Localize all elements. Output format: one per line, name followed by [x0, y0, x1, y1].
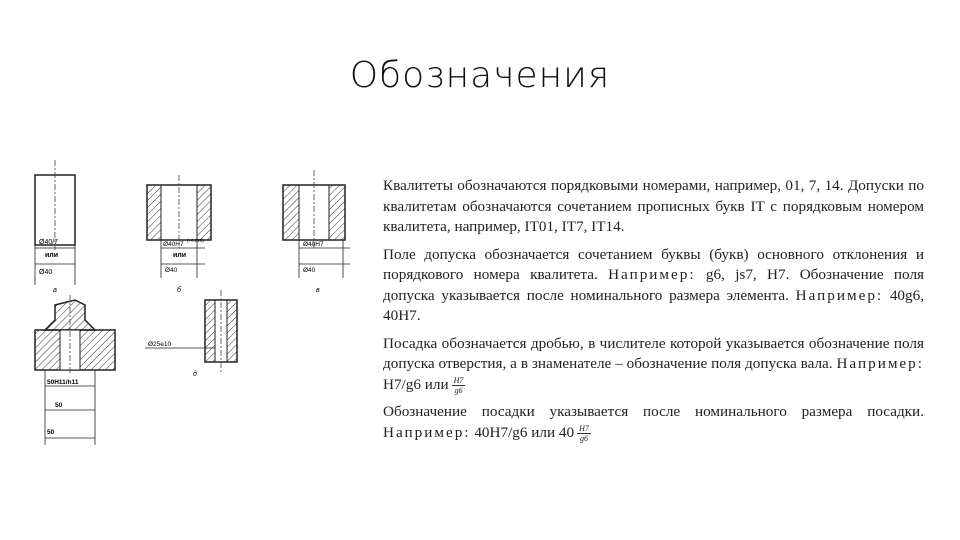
p4-text-a: Обозначение посадки указывается после номинального размера посадки. [383, 403, 924, 420]
drawing-a-alt: Ø40 [39, 269, 53, 276]
drawing-d-bushing [145, 290, 237, 378]
drawing-e-assembly [35, 295, 115, 445]
paragraph-tolerance-field [383, 245, 924, 327]
drawing-d-letter: д [193, 371, 197, 378]
p4-example-label: Например: [383, 423, 471, 441]
p3-example-label: Например: [836, 355, 924, 372]
p4-fraction [577, 424, 591, 443]
p3-fraction-denominator: g6 [454, 385, 463, 395]
drawing-v-fit [283, 170, 350, 294]
body-text [383, 176, 924, 450]
drawing-b-alt: Ø40 [165, 267, 178, 274]
p2-text-a: Поле допуска обозначается сочетанием буквы (букв) основного отклонения и порядкового номера квалитета. [383, 245, 924, 283]
drawing-e-dim3: 50 [47, 429, 55, 436]
drawing-v-dimension: Ø40H7 [303, 241, 324, 248]
p3-fraction [452, 376, 466, 395]
p4-fraction-numerator: H7 [579, 423, 589, 433]
drawing-b-dimension: Ø40H7 [163, 241, 184, 248]
drawing-a-shaft [35, 160, 75, 294]
drawing-b-deviation: (+0,025) [187, 238, 204, 243]
p2-text-c: 40g6, 40H7. [383, 286, 925, 324]
drawing-b-hole [147, 175, 211, 294]
drawing-v-letter: в [316, 287, 320, 294]
p3-text-a: Посадка обозначается дробью, в числителе которой указывается обозначение поля допуска отверстия, а в знаменателе – обозначение поля допуска вала. [383, 334, 924, 372]
slide-title: Обозначения [349, 55, 611, 96]
p4-fraction-denominator: g6 [580, 433, 588, 443]
paragraph-fit-notation [383, 402, 924, 443]
paragraph-qualities: Квалитеты обозначаются порядковыми номерами, например, 01, 7, 14. Допуски по квалитетам обозначаются сочетанием прописных букв IT с порядковым номером квалитета, например, IT01, IT7, IT14. [383, 177, 924, 235]
p3-fraction-numerator: H7 [453, 375, 464, 385]
p2-text-b: g6, js7, H7. Обозначение поля допуска указывается после номинального размера элемента. [383, 266, 925, 304]
tolerance-notation-drawings [25, 160, 365, 460]
drawing-b-or: или [173, 252, 187, 259]
p4-text-b: 40H7/g6 или 40 [470, 423, 575, 441]
p3-text-b: H7/g6 или [383, 375, 449, 393]
drawing-e-dim1: 50H11/h11 [47, 379, 79, 386]
drawing-e-dim2: 50 [55, 402, 63, 409]
paragraph-fit [383, 334, 924, 396]
p2-example-label-1: Например: [608, 266, 696, 283]
drawing-d-dimension: Ø25e10 [148, 341, 172, 348]
drawing-b-letter: б [177, 287, 181, 294]
drawing-v-alt: Ø40 [303, 267, 316, 274]
p2-example-label-2: Например: [795, 286, 884, 304]
drawing-a-letter: а [53, 287, 57, 294]
drawing-a-or: или [45, 252, 59, 259]
drawing-a-dimension: Ø40/7 [39, 239, 59, 246]
